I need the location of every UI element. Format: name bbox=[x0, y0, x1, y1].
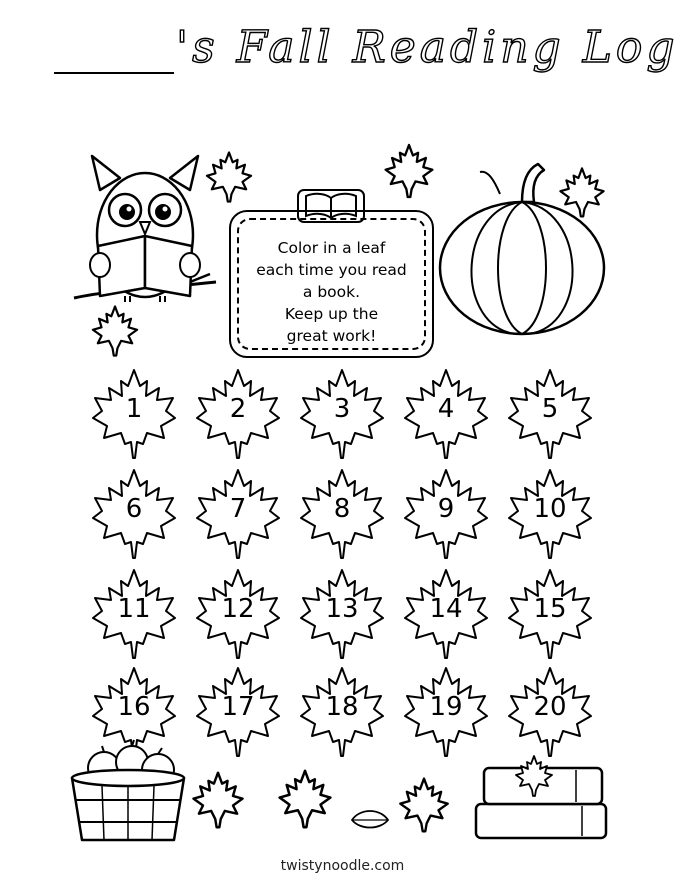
footer-site: twistynoodle.com bbox=[280, 858, 405, 874]
leaf-number: 9 bbox=[437, 494, 455, 524]
leaf-number: 10 bbox=[533, 494, 567, 524]
maple-leaf-icon bbox=[276, 768, 334, 830]
reading-leaf[interactable] bbox=[89, 566, 179, 662]
leaf-number: 6 bbox=[125, 494, 143, 524]
leaf-number: 1 bbox=[125, 394, 143, 424]
maple-leaf-icon bbox=[383, 142, 435, 200]
leaf-number: 4 bbox=[437, 394, 455, 424]
leaf-number: 7 bbox=[229, 494, 247, 524]
page-title bbox=[48, 18, 679, 88]
leaf-number: 2 bbox=[229, 394, 247, 424]
note-line: Color in a leaf bbox=[277, 239, 386, 257]
note-line: each time you read bbox=[256, 261, 407, 279]
reading-leaf[interactable] bbox=[297, 366, 387, 462]
reading-leaf[interactable] bbox=[297, 466, 387, 562]
maple-leaf-icon bbox=[396, 776, 452, 834]
reading-leaf[interactable] bbox=[193, 664, 283, 760]
note-line: Keep up the bbox=[284, 305, 379, 323]
reading-leaf[interactable] bbox=[193, 366, 283, 462]
leaf-number: 18 bbox=[325, 692, 359, 722]
leaf-number: 20 bbox=[533, 692, 567, 722]
leaf-number: 13 bbox=[325, 594, 359, 624]
reading-leaf[interactable] bbox=[401, 664, 491, 760]
reading-leaf[interactable] bbox=[89, 366, 179, 462]
note-line: great work! bbox=[286, 327, 377, 345]
reading-leaf[interactable] bbox=[505, 664, 595, 760]
maple-leaf-icon bbox=[90, 304, 140, 358]
owl-icon bbox=[70, 150, 220, 310]
reading-leaf[interactable] bbox=[401, 466, 491, 562]
book-stack-icon bbox=[470, 752, 612, 844]
leaf-number: 3 bbox=[333, 394, 351, 424]
maple-leaf-icon bbox=[190, 770, 246, 830]
leaf-number: 8 bbox=[333, 494, 351, 524]
reading-leaf[interactable] bbox=[401, 566, 491, 662]
leaf-number: 11 bbox=[117, 594, 151, 624]
reading-leaf[interactable] bbox=[89, 466, 179, 562]
leaf-icon bbox=[350, 806, 390, 832]
reading-leaf[interactable] bbox=[193, 466, 283, 562]
reading-leaf[interactable] bbox=[297, 664, 387, 760]
reading-leaf[interactable] bbox=[505, 566, 595, 662]
leaf-number: 15 bbox=[533, 594, 567, 624]
reading-leaf[interactable] bbox=[401, 366, 491, 462]
leaf-number: 16 bbox=[117, 692, 151, 722]
reading-leaf[interactable] bbox=[193, 566, 283, 662]
leaf-number: 12 bbox=[221, 594, 255, 624]
apple-basket-icon bbox=[66, 738, 190, 846]
leaf-number: 17 bbox=[221, 692, 255, 722]
reading-leaf[interactable] bbox=[505, 366, 595, 462]
title-text: 's Fall Reading Log bbox=[176, 22, 679, 73]
name-blank-line[interactable] bbox=[54, 72, 174, 74]
leaf-number: 19 bbox=[429, 692, 463, 722]
pumpkin-icon bbox=[430, 158, 615, 338]
note-line: a book. bbox=[302, 283, 361, 301]
leaf-number: 5 bbox=[541, 394, 559, 424]
reading-leaf[interactable] bbox=[297, 566, 387, 662]
maple-leaf-icon bbox=[204, 150, 254, 204]
reading-leaf[interactable] bbox=[505, 466, 595, 562]
instruction-note bbox=[229, 210, 434, 358]
leaf-number: 14 bbox=[429, 594, 463, 624]
